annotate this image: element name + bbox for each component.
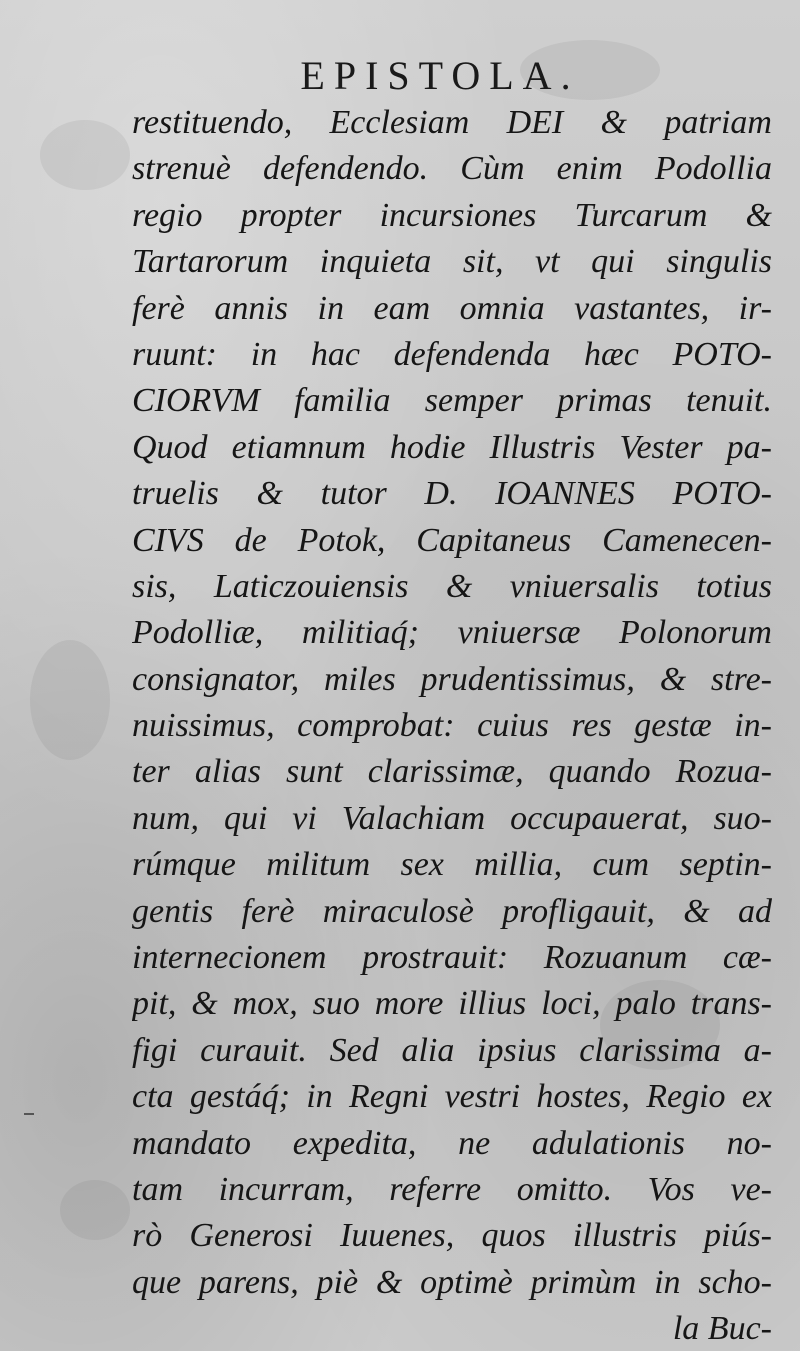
text-line: que parens, piè & optimè primùm in scho- [132, 1263, 772, 1301]
text-line: ter alias sunt clarissimæ, quando Rozua- [132, 753, 772, 791]
text-line: ruunt: in hac defendenda hæc POTO- [132, 335, 772, 373]
epistle-body [132, 100, 772, 1351]
text-line: CIVS de Potok, Capitaneus Camenecen- [132, 521, 772, 559]
text-line: Tartarorum inquieta sit, vt qui singulis [132, 243, 772, 281]
text-line: figi curauit. Sed alia ipsius clarissima a- [132, 1031, 772, 1069]
text-line: pit, & mox, suo more illius loci, palo trans- [132, 985, 772, 1023]
text-line: tam incurram, referre omitto. Vos ve- [132, 1170, 772, 1208]
catchword: la Buc- [672, 1310, 772, 1348]
text-line: ferè annis in eam omnia vastantes, ir- [132, 289, 772, 327]
paper-stain [60, 1180, 130, 1240]
text-line: internecionem prostrauit: Rozuanum cæ- [132, 939, 772, 977]
text-line: rò Generosi Iuuenes, quos illustris piús- [132, 1217, 772, 1255]
text-line: CIORVM familia semper primas tenuit. [132, 382, 772, 420]
text-line: num, qui vi Valachiam occupauerat, suo- [132, 799, 772, 837]
text-line: consignator, miles prudentissimus, & stre- [132, 660, 772, 698]
text-line: truelis & tutor D. IOANNES POTO- [132, 475, 772, 513]
margin-mark [24, 1113, 34, 1115]
text-line: Podolliæ, militiaq́; vniuersæ Polonorum [132, 614, 772, 652]
text-line: Quod etiamnum hodie Illustris Vester pa- [132, 428, 772, 466]
paper-stain [30, 640, 110, 760]
text-line: restituendo, Ecclesiam DEI & patriam [132, 104, 772, 141]
page-title: EPISTOLA. [300, 53, 580, 98]
text-line: rúmque militum sex millia, cum septin- [132, 846, 772, 884]
text-line: strenuè defendendo. Cùm enim Podollia [132, 150, 772, 188]
text-line: cta gestáq́; in Regni vestri hostes, Regio ex [132, 1078, 772, 1116]
paper-stain [40, 120, 130, 190]
text-line: nuissimus, comprobat: cuius res gestæ in- [132, 707, 772, 745]
text-line: sis, Laticzouiensis & vniuersalis totius [132, 567, 772, 605]
text-line: regio propter incursiones Turcarum & [132, 196, 772, 234]
text-line: gentis ferè miraculosè profligauit, & ad [132, 892, 772, 930]
text-line: mandato expedita, ne adulationis no- [132, 1124, 772, 1162]
